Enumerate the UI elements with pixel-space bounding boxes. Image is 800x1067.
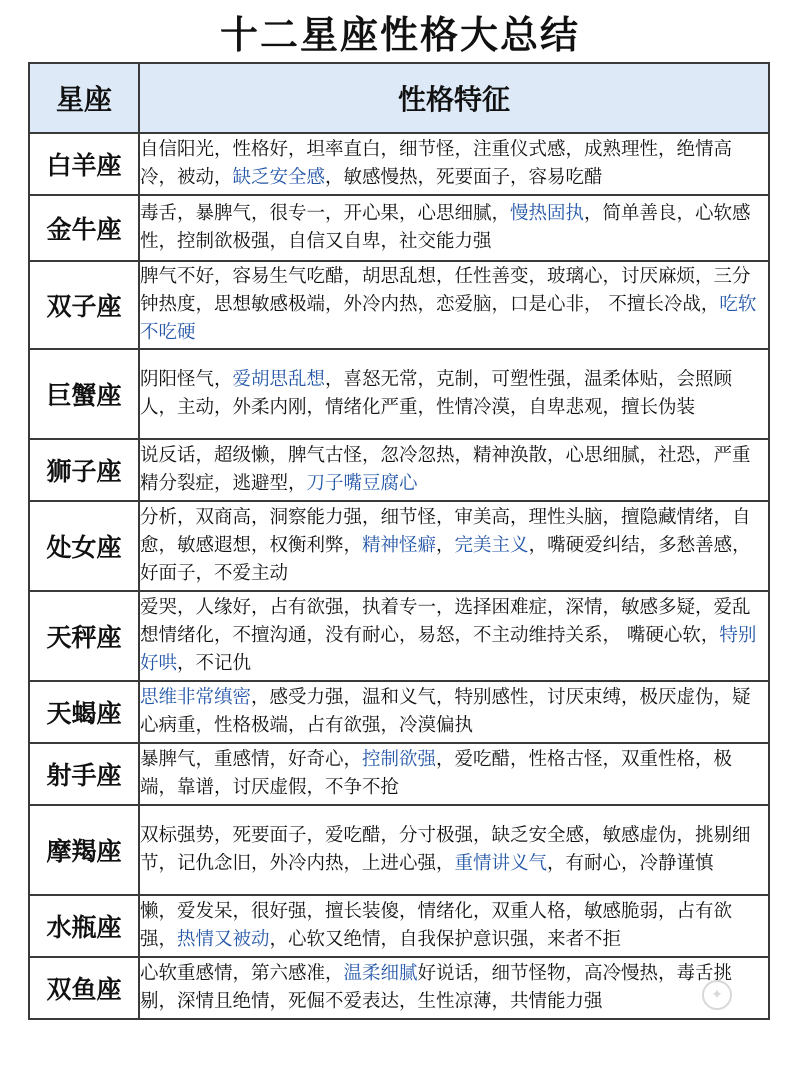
trait-text: 好说话，细节怪物，高冷慢热，毒舌挑剔，深情且绝情，死倔不爱表达，生性凉薄，共情能力强: [140, 963, 733, 1012]
highlighted-trait: 刀子嘴豆腐心: [306, 473, 418, 494]
traits-cell: [139, 805, 769, 895]
trait-text: ，爱吃醋，性格古怪，双重性格，极端，靠谱，讨厌虚假，不争不抢: [140, 749, 733, 798]
highlighted-trait: 重情讲义气: [454, 853, 548, 874]
table-row: [29, 591, 769, 681]
zodiac-sign-cell: 巨蟹座: [29, 349, 139, 439]
table-row: [29, 195, 769, 261]
header-traits: 性格特征: [139, 63, 769, 133]
trait-text: ，喜怒无常，克制，可塑性强，温柔体贴，会照顾人，主动，外柔内刚，情绪化严重，性情冷漠，自卑悲观，擅长伪装: [140, 369, 733, 418]
trait-text: 阴阳怪气，: [140, 369, 233, 390]
trait-text: 爱哭，人缘好，占有欲强，执着专一，选择困难症，深情，敏感多疑，爱乱想情绪化，不擅沟通，没有耐心，易怒，不主动维持关系， 嘴硬心软，: [140, 597, 751, 646]
traits-cell: [139, 349, 769, 439]
trait-text: ，不记仇: [177, 653, 252, 674]
table-row: [29, 261, 769, 349]
trait-text: ，: [436, 535, 455, 556]
traits-cell: [139, 501, 769, 591]
traits-cell: [139, 895, 769, 957]
traits-cell: [139, 743, 769, 805]
trait-text: ，敏感慢热，死要面子，容易吃醋: [325, 167, 603, 188]
highlighted-trait: 吃软不吃硬: [140, 294, 757, 343]
zodiac-sign-cell: 处女座: [29, 501, 139, 591]
zodiac-sign-cell: 金牛座: [29, 195, 139, 261]
zodiac-sign-cell: 摩羯座: [29, 805, 139, 895]
traits-cell: [139, 261, 769, 349]
zodiac-sign-cell: 水瓶座: [29, 895, 139, 957]
traits-cell: [139, 195, 769, 261]
traits-cell: [139, 133, 769, 195]
zodiac-sign-cell: 天秤座: [29, 591, 139, 681]
zodiac-sign-cell: 狮子座: [29, 439, 139, 501]
trait-text: 自信阳光，性格好，坦率直白，细节怪，注重仪式感，成熟理性，绝情高冷，被动，: [140, 139, 733, 188]
trait-text: ，嘴硬爱纠结，多愁善感，好面子，不爱主动: [140, 535, 751, 584]
highlighted-trait: 热情又被动: [177, 929, 270, 950]
trait-text: 分析，双商高，洞察能力强，细节怪，审美高，理性头脑，擅隐藏情绪，自愈，敏感遐想，权衡利弊，: [140, 507, 751, 556]
highlighted-trait: 精神怪癖: [362, 535, 437, 556]
highlighted-trait: 爱胡思乱想: [232, 369, 326, 390]
trait-text: 心软重感情，第六感准，: [140, 963, 344, 984]
highlighted-trait: 完美主义: [454, 535, 529, 556]
traits-cell: [139, 439, 769, 501]
zodiac-sign-cell: 双子座: [29, 261, 139, 349]
table-row: [29, 501, 769, 591]
highlighted-trait: 慢热固执: [510, 203, 585, 224]
table-row: [29, 743, 769, 805]
trait-text: ，有耐心，冷静谨慎: [547, 853, 714, 874]
highlighted-trait: 温柔细腻: [343, 963, 418, 984]
trait-text: ，心软又绝情，自我保护意识强，来者不拒: [269, 929, 622, 950]
highlighted-trait: 控制欲强: [362, 749, 437, 770]
traits-cell: [139, 591, 769, 681]
zodiac-sign-cell: 天蝎座: [29, 681, 139, 743]
watermark-icon: ✦: [702, 980, 732, 1010]
trait-text: 脾气不好，容易生气吃醋，胡思乱想，任性善变，玻璃心，讨厌麻烦，三分钟热度，思想敏感极端，外冷内热，恋爱脑，口是心非， 不擅长冷战，: [140, 266, 751, 315]
table-row: [29, 349, 769, 439]
trait-text: 说反话，超级懒，脾气古怪，忽冷忽热，精神涣散，心思细腻，社恐，严重精分裂症，逃避型，: [140, 445, 751, 494]
table-row: [29, 133, 769, 195]
page-title: 十二星座性格大总结: [219, 12, 580, 57]
zodiac-sign-cell: 双鱼座: [29, 957, 139, 1019]
table-row: [29, 805, 769, 895]
trait-text: 懒，爱发呆，很好强，擅长装傻，情绪化，双重人格，敏感脆弱，占有欲强，: [140, 901, 733, 950]
traits-cell: [139, 681, 769, 743]
highlighted-trait: 思维非常缜密: [140, 687, 252, 708]
trait-text: 双标强势，死要面子，爱吃醋，分寸极强，缺乏安全感，敏感虚伪，挑剔细节，记仇念旧，外冷内热，上进心强，: [140, 825, 751, 874]
trait-text: ，感受力强，温和义气，特别感性，讨厌束缚，极厌虚伪，疑心病重，性格极端，占有欲强，冷漠偏执: [140, 687, 751, 736]
table-body: [29, 133, 769, 1019]
zodiac-sign-cell: 白羊座: [29, 133, 139, 195]
zodiac-sign-cell: 射手座: [29, 743, 139, 805]
table-row: [29, 681, 769, 743]
table-row: [29, 957, 769, 1019]
zodiac-table: [28, 62, 770, 1020]
table-row: [29, 895, 769, 957]
header-sign: 星座: [29, 63, 139, 133]
traits-cell: [139, 957, 769, 1019]
highlighted-trait: 特别好哄: [140, 625, 757, 674]
trait-text: 暴脾气，重感情，好奇心，: [140, 749, 363, 770]
table-row: [29, 439, 769, 501]
trait-text: ，简单善良，心软感性，控制欲极强，自信又自卑，社交能力强: [140, 203, 751, 252]
highlighted-trait: 缺乏安全感: [232, 167, 326, 188]
table-header-row: [29, 63, 769, 133]
trait-text: 毒舌，暴脾气，很专一，开心果，心思细腻，: [140, 203, 511, 224]
